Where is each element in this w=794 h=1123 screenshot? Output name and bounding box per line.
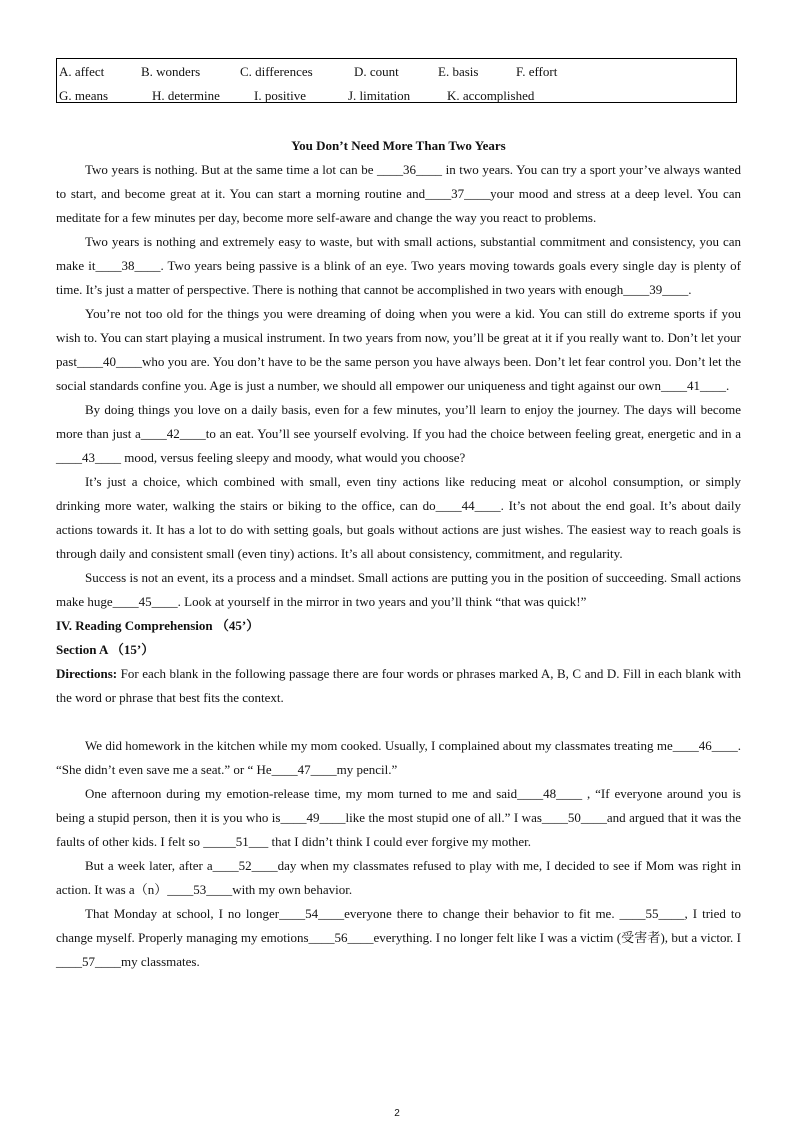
word-bank-box bbox=[56, 58, 737, 103]
page-number: 2 bbox=[394, 1108, 400, 1119]
directions bbox=[56, 662, 741, 710]
word-option-a: A. affect bbox=[59, 64, 105, 79]
word-option-b: B. wonders bbox=[141, 64, 201, 79]
word-option-i: I. positive bbox=[254, 88, 306, 103]
word-option-g: G. means bbox=[59, 88, 109, 103]
word-option-h: H. determine bbox=[152, 88, 220, 103]
word-bank-row-1 bbox=[57, 64, 736, 84]
subsection-heading: Section A （15’） bbox=[56, 642, 155, 657]
passage1-paragraph-5: It’s just a choice, which combined with small, even tiny actions like reducing meat or alcohol consumption, or simply drinking more water, walking the stairs or biking to the office, can do____44____. It’s not about the end goal. It’s about daily actions towards it. It has a lot to do with setting goals, but goals without actions are just wishes. The easiest way to reach goals is through daily and consistent small (even tiny) actions. It’s all about consistency, commitment, and regularity. bbox=[56, 474, 741, 561]
word-option-j: J. limitation bbox=[348, 88, 411, 103]
word-option-c: C. differences bbox=[240, 64, 313, 79]
section-heading: IV. Reading Comprehension （45’） bbox=[56, 618, 260, 633]
passage1-paragraph-3: You’re not too old for the things you were dreaming of doing when you were a kid. You can still do extreme sports if you wish to. You can start playing a musical instrument. In two years from now, you’ll be great at it if you really want to. Don’t let your past____40____who you are. You don’t have to be the same person you have always been. Don’t let fear control you. Don’t let the social standards confine you. Age is just a number, we should all empower our uniqueness and tight against our own____41____. bbox=[56, 306, 741, 393]
passage1-paragraph-2: Two years is nothing and extremely easy to waste, but with small actions, substantial commitment and consistency, you can make it____38____. Two years being passive is a blink of an eye. Two years moving towards goals every single day is plenty of time. It’s just a matter of perspective. There is nothing that cannot be accomplished in two years with enough____39____. bbox=[56, 234, 741, 297]
word-option-d: D. count bbox=[354, 64, 399, 79]
blank-line bbox=[56, 710, 741, 734]
word-option-k: K. accomplished bbox=[447, 88, 535, 103]
passage1-paragraph-4: By doing things you love on a daily basis, even for a few minutes, you’ll learn to enjoy the journey. The days will become more than just a____42____to an eat. You’ll see yourself evolving. If you had the choice between feeling great, energetic and in a ____43____ mood, versus feeling sleepy and moody, what would you choose? bbox=[56, 402, 741, 465]
passage2-paragraph-3: But a week later, after a____52____day when my classmates refused to play with me, I decided to see if Mom was right in action. It was a（n）____53____with my own behavior. bbox=[56, 858, 741, 897]
passage2-paragraph-4: That Monday at school, I no longer____54____everyone there to change their behavior to fit me. ____55____, I tried to change myself. Properly managing my emotions____56____everything. I no longer felt like I was a victim (受害者), but a victor. I ____57____my classmates. bbox=[56, 906, 741, 969]
directions-text: For each blank in the following passage there are four words or phrases marked A, B, C and D. Fill in each blank with the word or phrase that best fits the context. bbox=[56, 666, 741, 705]
word-option-f: F. effort bbox=[516, 64, 558, 79]
directions-label: Directions: bbox=[56, 666, 118, 681]
word-option-e: E. basis bbox=[438, 64, 479, 79]
passage2-paragraph-2: One afternoon during my emotion-release time, my mom turned to me and said____48____ , “If everyone around you is being a stupid person, then it is you who is____49____like the most stupid one of all.” I was____50____and argued that it was the faults of other kids. I felt so _____51___ that I didn’t think I could ever forgive my mother. bbox=[56, 786, 741, 849]
document-body bbox=[56, 134, 741, 974]
passage2-paragraph-1: We did homework in the kitchen while my mom cooked. Usually, I complained about my classmates treating me____46____. “She didn’t even save me a seat.” or “ He____47____my pencil.” bbox=[56, 738, 741, 777]
passage1-paragraph-6: Success is not an event, its a process and a mindset. Small actions are putting you in the position of succeeding. Small actions make huge____45____. Look at yourself in the mirror in two years and you’ll think “that was quick!” bbox=[56, 570, 741, 609]
passage-title: You Don’t Need More Than Two Years bbox=[291, 138, 506, 153]
passage1-paragraph-1: Two years is nothing. But at the same time a lot can be ____36____ in two years. You can try a sport your’ve always wanted to start, and become great at it. You can start a morning routine and____37____your mood and stress at a deep level. You can meditate for a few minutes per day, become more self-aware and change the way you react to problems. bbox=[56, 162, 741, 225]
word-bank-row-2 bbox=[57, 88, 736, 108]
